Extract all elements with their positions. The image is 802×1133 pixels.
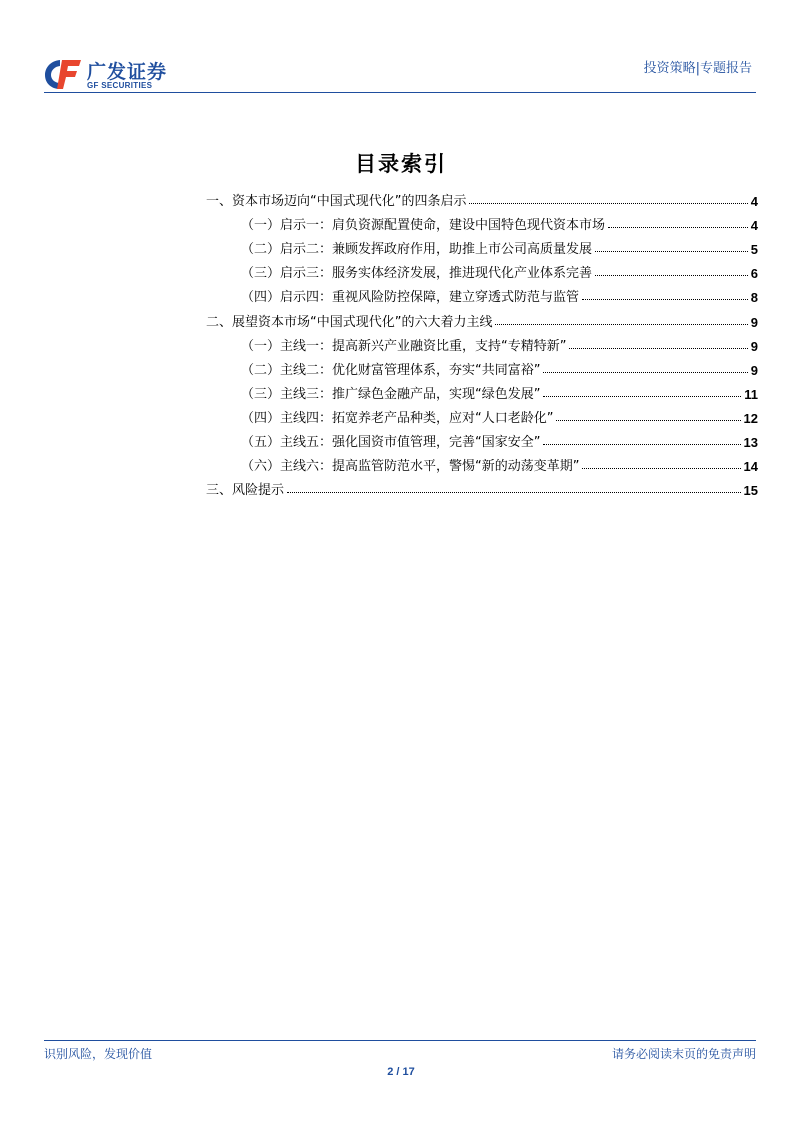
toc-entry-title: （四）主线四：拓宽养老产品种类，应对“人口老龄化” <box>241 410 554 426</box>
toc-entry-title: 一、资本市场迈向“中国式现代化”的四条启示 <box>206 194 467 210</box>
toc-entry-page: 8 <box>750 290 758 306</box>
toc-entry-page: 13 <box>743 435 758 451</box>
toc-entry[interactable] <box>206 474 758 498</box>
toc-entry-page: 9 <box>750 362 758 378</box>
toc-entry-title: （一）主线一：提高新兴产业融资比重，支持“专精特新” <box>241 338 567 354</box>
toc-entry-page: 14 <box>743 459 758 475</box>
toc-entry-page: 9 <box>750 314 758 330</box>
toc-entry[interactable] <box>206 281 758 305</box>
toc-entry[interactable] <box>206 233 758 257</box>
page-number: 2 / 17 <box>387 1066 415 1078</box>
toc-entry-title: 二、展望资本市场“中国式现代化”的六大着力主线 <box>206 314 493 330</box>
toc-entry-title: （三）启示三：服务实体经济发展，推进现代化产业体系完善 <box>241 266 593 282</box>
toc-entry[interactable] <box>206 185 758 209</box>
toc-entry-title: （五）主线五：强化国资市值管理，完善“国家安全” <box>241 435 541 451</box>
toc-leader-dots <box>582 299 748 300</box>
toc-entry-title: （二）启示二：兼顾发挥政府作用，助推上市公司高质量发展 <box>241 242 593 258</box>
toc-entry-page: 11 <box>744 386 758 402</box>
toc-leader-dots <box>582 468 740 469</box>
toc-entry-page: 9 <box>750 338 758 354</box>
toc-leader-dots <box>495 324 747 325</box>
toc-entry-title: （一）启示一：肩负资源配置使命，建设中国特色现代资本市场 <box>241 218 606 234</box>
toc-entry-page: 4 <box>750 194 758 210</box>
footer-slogan: 识别风险，发现价值 <box>44 1047 153 1061</box>
toc-leader-dots <box>595 251 748 252</box>
toc-entry[interactable] <box>206 209 758 233</box>
toc-entry[interactable] <box>206 257 758 281</box>
toc-entry-title: （四）启示四：重视风险防控保障，建立穿透式防范与监管 <box>241 290 580 306</box>
toc-leader-dots <box>608 227 748 228</box>
toc-entry-title: （三）主线三：推广绿色金融产品，实现“绿色发展” <box>241 386 541 402</box>
toc-entry[interactable] <box>206 378 758 402</box>
toc-leader-dots <box>569 348 747 349</box>
toc-entry-page: 5 <box>750 242 758 258</box>
toc-entry-title: 三、风险提示 <box>206 483 285 499</box>
toc-entry[interactable] <box>206 354 758 378</box>
toc-leader-dots <box>595 275 748 276</box>
table-of-contents <box>206 185 758 498</box>
toc-entry[interactable] <box>206 330 758 354</box>
toc-entry-page: 6 <box>750 266 758 282</box>
toc-leader-dots <box>469 203 747 204</box>
toc-entry[interactable] <box>206 426 758 450</box>
gf-logo-icon <box>44 58 82 90</box>
footer-disclaimer-note: 请务必阅读末页的免责声明 <box>611 1047 756 1061</box>
company-logo <box>44 56 174 92</box>
toc-entry[interactable] <box>206 305 758 329</box>
toc-entry-page: 4 <box>750 218 758 234</box>
toc-entry[interactable] <box>206 450 758 474</box>
toc-entry-title: （六）主线六：提高监管防范水平，警惕“新的动荡变革期” <box>241 459 580 475</box>
toc-leader-dots <box>543 396 741 397</box>
toc-leader-dots <box>556 420 740 421</box>
toc-leader-dots <box>543 444 740 445</box>
toc-entry-page: 15 <box>743 483 758 499</box>
report-category: 投资策略|专题报告 <box>643 61 752 76</box>
header-divider <box>44 92 756 93</box>
toc-leader-dots <box>543 372 747 373</box>
toc-title: 目录索引 <box>355 152 447 176</box>
toc-entry-page: 12 <box>743 410 758 426</box>
footer-divider <box>44 1040 756 1041</box>
logo-text-en: GF SECURITIES <box>87 81 153 90</box>
toc-leader-dots <box>287 492 741 493</box>
logo-text-cn: 广发证券 <box>87 61 168 83</box>
toc-entry[interactable] <box>206 402 758 426</box>
toc-entry-title: （二）主线二：优化财富管理体系，夯实“共同富裕” <box>241 362 541 378</box>
